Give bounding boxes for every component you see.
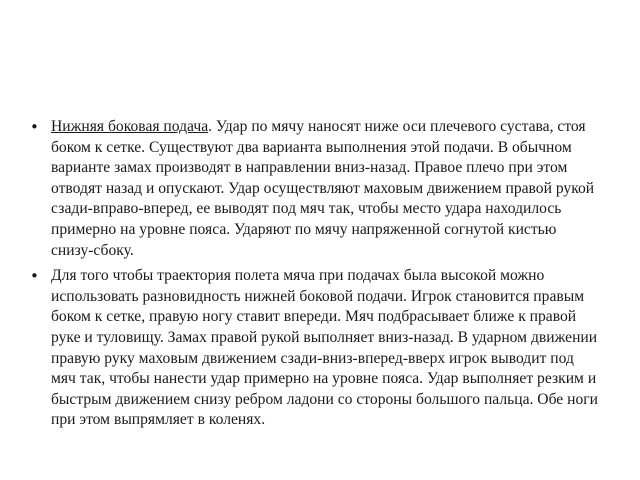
bullet-text: Для того чтобы траектория полета мяча при подачах была высокой можно использовать разновидность нижней боковой подачи. Игрок становится правым боком к сетке, правую ногу ставит впереди. Мяч подбрасывает ближе к правой руке и туловищу. Замах правой рукой выполняет вниз-назад. В ударном движении правую руку маховым движением сзади-вниз-вперед-вверх игрок выводит под мяч так, чтобы нанести удар примерно на уровне пояса. Удар выполняет резким и быстрым движением снизу ребром ладони со стороны большого пальца. Обе ноги при этом выпрямляет в коленях.: [51, 267, 598, 429]
bullet-text: . Удар по мячу наносят ниже оси плечевого сустава, стоя боком к сетке. Существуют два варианта выполнения этой подачи. В обычном варианте замах производят в направлении вниз-назад. Правое плечо при этом отводят назад и опускают. Удар осуществляют маховым движением правой рукой сзади-вправо-вперед, ее выводят под мяч так, чтобы место удара находилось примерно на уровне пояса. Ударяют по мячу напряженной согнутой кистью снизу-сбоку.: [51, 118, 595, 259]
term-lower-side-serve: Нижняя боковая подача: [51, 118, 209, 135]
bullet-marker-icon: •: [30, 118, 39, 136]
bullet-item-high-trajectory: [30, 266, 602, 431]
bullet-list: [30, 117, 602, 436]
bullet-marker-icon: •: [30, 267, 39, 286]
bullet-item-lower-side-serve: [30, 117, 602, 261]
